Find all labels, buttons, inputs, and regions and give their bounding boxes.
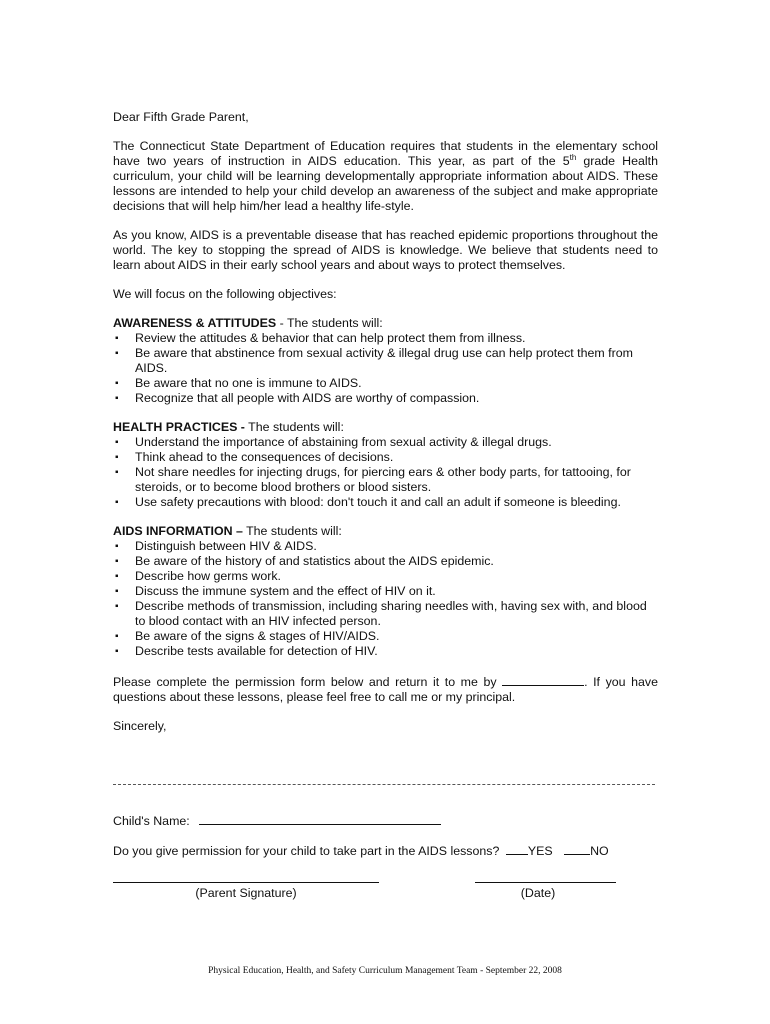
- objective-item: ▪ Describe methods of transmission, including sharing needles with, having sex with, and blood to blood contact with an HIV infected person.: [113, 599, 658, 629]
- section-heading: [113, 524, 658, 539]
- cut-line: [113, 784, 655, 785]
- objective-item: ▪ Describe tests available for detection of HIV.: [113, 644, 658, 659]
- footer: Physical Education, Health, and Safety Curriculum Management Team - September 22, 2008: [208, 966, 562, 976]
- date-label: (Date): [520, 886, 556, 900]
- intro-paragraph-part1: The Connecticut State Department of Education requires that students in the elementary school have two years of instruction in AIDS education. This year, as part of the 5: [113, 139, 658, 168]
- no-label: NO: [590, 844, 609, 858]
- objective-list: [113, 331, 658, 406]
- yes-blank[interactable]: [506, 842, 528, 855]
- no-blank[interactable]: [564, 842, 590, 855]
- objective-item: ▪ Be aware of the history of and statistics about the AIDS epidemic.: [113, 554, 658, 569]
- return-date-blank[interactable]: [502, 673, 584, 686]
- return-paragraph-part2: . If you have questions about these lessons, please feel free to call me or my principal.: [113, 675, 658, 704]
- intro-paragraph: [113, 139, 658, 214]
- parent-signature-line[interactable]: [113, 882, 379, 883]
- yes-label: YES: [527, 844, 553, 858]
- objective-item: ▪ Review the attitudes & behavior that can help protect them from illness.: [113, 331, 658, 346]
- objective-list: [113, 435, 658, 510]
- permission-question: Do you give permission for your child to take part in the AIDS lessons?: [113, 844, 500, 858]
- objective-item: ▪ Not share needles for injecting drugs, for piercing ears & other body parts, for tattooing, for steroids, or to become blood brothers or blood sisters.: [113, 465, 658, 495]
- objectives-intro: We will focus on the following objectives:: [113, 287, 337, 301]
- objective-item: ▪ Use safety precautions with blood: don't touch it and call an adult if someone is bleeding.: [113, 495, 658, 510]
- return-paragraph: [113, 673, 658, 705]
- section-title: AIDS INFORMATION –: [113, 524, 243, 538]
- closing: Sincerely,: [113, 719, 167, 733]
- section-intro: The students will:: [244, 420, 344, 434]
- objective-item: ▪ Be aware of the signs & stages of HIV/AIDS.: [113, 629, 658, 644]
- objective-item: ▪ Describe how germs work.: [113, 569, 658, 584]
- permission-row: [113, 842, 609, 858]
- intro-paragraph-part2: grade Health curriculum, your child will be learning developmentally appropriate information about AIDS. These lessons are intended to help your child develop an awareness of the subject and make appropriate decisions that will help him/her lead a healthy life-style.: [113, 154, 658, 213]
- section-intro: The students will:: [242, 524, 342, 538]
- section-heading: [113, 420, 658, 435]
- section-title: HEALTH PRACTICES -: [113, 420, 245, 434]
- date-line[interactable]: [475, 882, 616, 883]
- child-name-row: [113, 812, 441, 828]
- objective-item: ▪ Recognize that all people with AIDS are worthy of compassion.: [113, 391, 658, 406]
- objective-list: [113, 539, 658, 659]
- objective-item: ▪ Understand the importance of abstaining from sexual activity & illegal drugs.: [113, 435, 658, 450]
- child-name-field[interactable]: [199, 812, 441, 825]
- section-title: AWARENESS & ATTITUDES: [113, 316, 277, 330]
- grade-superscript: th: [569, 152, 577, 162]
- return-paragraph-part1: Please complete the permission form below and return it to me by: [113, 675, 503, 689]
- objectives-sections: [113, 316, 658, 673]
- aids-paragraph: As you know, AIDS is a preventable disease that has reached epidemic proportions throughout the world. The key to stopping the spread of AIDS is knowledge. We believe that students need to learn about AIDS in their early school years and about ways to protect themselves.: [113, 228, 658, 272]
- objective-item: ▪ Distinguish between HIV & AIDS.: [113, 539, 658, 554]
- salutation: Dear Fifth Grade Parent,: [113, 110, 249, 124]
- section-heading: [113, 316, 658, 331]
- objective-item: ▪ Be aware that abstinence from sexual activity & illegal drug use can help protect them from AIDS.: [113, 346, 658, 376]
- objective-item: ▪ Be aware that no one is immune to AIDS.: [113, 376, 658, 391]
- objective-item: ▪ Think ahead to the consequences of decisions.: [113, 450, 658, 465]
- child-name-label: Child's Name:: [113, 814, 190, 828]
- section-intro: - The students will:: [276, 316, 383, 330]
- parent-signature-label: (Parent Signature): [195, 886, 297, 900]
- objective-item: ▪ Discuss the immune system and the effect of HIV on it.: [113, 584, 658, 599]
- letter-body: [113, 110, 658, 734]
